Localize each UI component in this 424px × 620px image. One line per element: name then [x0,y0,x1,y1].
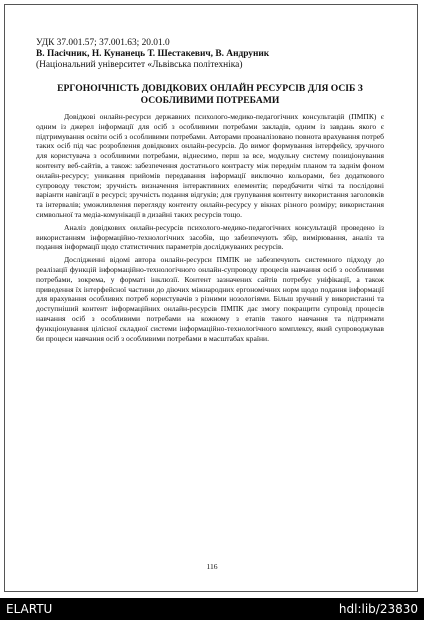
article-content [36,38,384,346]
footer-handle-link[interactable]: hdl:lib/23830 [338,602,418,616]
paragraph-2: Аналіз довідкових онлайн-ресурсів психолого-медико-педагогічних консультацій проведено із використанням інформаційно-технологічних засобів, що забезпечують збір, вимірювання, аналіз та подання інформації щодо статистичних параметрів досліджуваних ресурсів. [36,222,384,252]
paragraph-3: Дослідженні відомі автора онлайн-ресурси ПМПК не забезпечують системного підходу до реалізації функцій інформаційно-технологічного онлайн-супроводу процесів навчання осіб з особливими потребами, зокрема, у форматі інклюзії. Контент зазначених сайтів потребує уніфікації, а також приведення їх інтерфейсної частини до діючих міжнародних ергономічних норм щодо подання інформації для врахування особливих потреб користувачів з різними нозологіями. Більш зручний у використанні та доступніший контент інформаційних онлайн-ресурсів ПМПК дає змогу покращити супровід процесів навчання осіб з особливими потребами на кожному з етапів такого навчання та підтримати функціонування цілісної складної системи інформаційно-технологічного комплексу, який супроводжував би процеси навчання осіб з особливими потребами в масштабах країни. [36,255,384,343]
footer-bar [0,598,424,620]
article-title: ЕРГОНОІЧНІСТЬ ДОВІДКОВИХ ОНЛАЙН РЕСУРСІВ ДЛЯ ОСІБ З ОСОБЛИВИМИ ПОТРЕБАМИ [57,83,363,106]
authors: В. Пасічник, Н. Кунанець Т. Шестакевич, В. Андруник [36,49,270,59]
affiliation: (Національний університет «Львівська політехніка) [36,60,243,70]
page-number: 116 [206,562,218,571]
footer-repository-label: ELARTU [6,602,53,616]
udc-code: УДК 37.001.57; 37.001.63; 20.01.0 [36,38,170,48]
paragraph-1: Довідкові онлайн-ресурси державних психолого-медико-педагогічних консультацій (ПМПК) є одним із джерел інформації для осіб з особливими потребами закладів, одним із завдань якого є підтримування освіти осіб з особливими потребами. Авторами проаналізовано повнота врахування потреб таких осіб під час розроблення довідкових онлайн-ресурсів. До вимог формування інтерфейсу, зручного для користувача з особливими потребами, віднесимо, перш за все, модульну систему позиціонування контенту веб-сайтів, а також: забезпечення достатнього контрасту між переднім планом та заднім фоном онлайн-ресурсу; уникання прийомів передавання інформації виключно кольорами, без додаткового супроводу текстом; зручність визначення інтерактивних елементів; передбачити чіткі та послідовні варіанти навігації в ресурсі; зручність подання відгуків; для групування контенту використання заголовків та інтервалів; уможливлення перегляду контенту онлайн-ресурсу у вікнах різного розміру; використання символьної та медіа-комунікації в дизайні таких ресурсів тощо. [36,112,384,219]
